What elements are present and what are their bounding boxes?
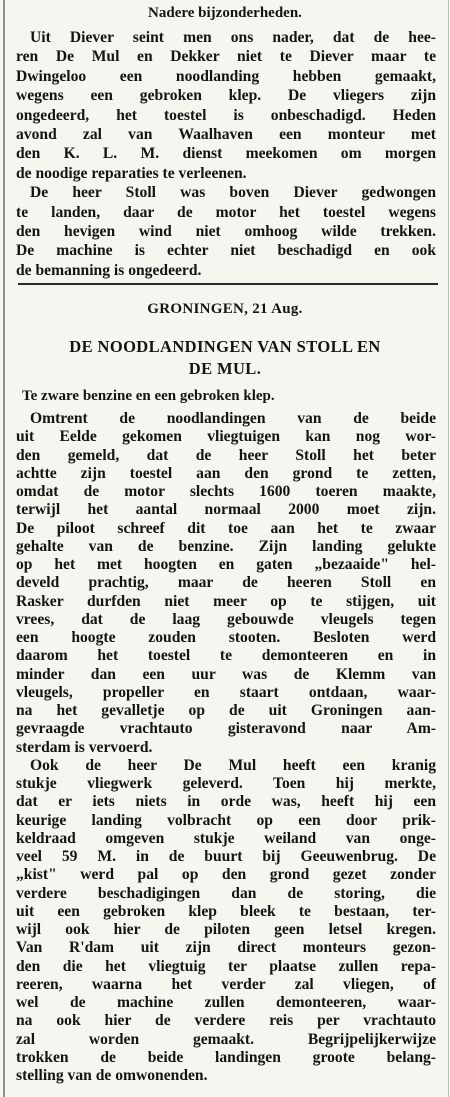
text-line: Rasker durfden niet meer op te stijgen, uit bbox=[16, 592, 436, 610]
text-line: op het met hoogten en gaten „bezaaide" hel- bbox=[16, 556, 436, 573]
text-line: ren De Mul en Dekker niet te Diever maar te bbox=[16, 48, 436, 66]
text-line: keurige landing volbracht op een door prik- bbox=[16, 811, 436, 829]
headline-line-2: DE MUL. bbox=[188, 359, 262, 378]
text-line: De piloot schreef dit toe aan het te zwaar bbox=[16, 519, 436, 537]
text-line: stukje vliegwerk geleverd. Toen hij merkte, bbox=[16, 775, 436, 792]
text-line: minder dan een uur was de Klemm van bbox=[16, 665, 436, 683]
text-line: zal worden gemaakt. Begrijpelijkerwijze bbox=[16, 1030, 436, 1048]
text-line: den hevigen wind niet omhoog wilde trekken. bbox=[16, 223, 436, 240]
section1-subheading: Nadere bijzonderheden. bbox=[148, 5, 302, 21]
dateline: GRONINGEN, 21 Aug. bbox=[147, 301, 303, 317]
text-line: de noodige reparaties te verleenen. bbox=[16, 164, 247, 182]
headline-line-1: DE NOODLANDINGEN VAN STOLL EN bbox=[69, 337, 381, 356]
text-line: verdere beschadigingen dan de storing, die bbox=[16, 884, 436, 902]
text-line: uit een gebroken klep bleek te bestaan, ter- bbox=[16, 902, 436, 920]
text-line: ongedeerd, het toestel is onbeschadigd. Heden bbox=[16, 106, 436, 124]
text-line: develd prachtig, maar de heeren Stoll en bbox=[16, 574, 436, 592]
text-line: omdat de motor slechts 1600 toeren maakte, bbox=[16, 483, 436, 500]
text-line: gevraagde vrachtauto gisteravond naar Am- bbox=[16, 720, 436, 738]
text-line: uit Eelde gekomen vliegtuigen kan nog wor- bbox=[16, 428, 436, 446]
text-line: te landen, daar de motor het toestel wegens bbox=[16, 203, 436, 221]
text-line: wegens een gebroken klep. De vliegers zijn bbox=[16, 87, 436, 105]
section-separator bbox=[18, 283, 438, 285]
text-line: wel de machine zullen demonteeren, waar- bbox=[16, 994, 436, 1011]
text-line: terwijl het aantal normaal 2000 moet zijn. bbox=[16, 501, 436, 519]
text-line: vleugels, propeller en staart ontdaan, waar- bbox=[16, 683, 436, 701]
text-line: avond zal van Waalhaven een monteur met bbox=[16, 126, 436, 143]
text-line: Dwingeloo een noodlanding hebben gemaakt, bbox=[16, 67, 436, 85]
text-line: Ook de heer De Mul heeft een kranig bbox=[30, 756, 436, 774]
text-line: na het gevalletje op de uit Groningen aan- bbox=[16, 702, 436, 719]
text-line: den die het vliegtuig ter plaatse zullen repa- bbox=[16, 957, 436, 975]
text-line: Van R'dam uit zijn direct monteurs gezon- bbox=[16, 939, 436, 957]
text-line: reeren, waarna het verder zal vliegen, of bbox=[16, 975, 436, 993]
text-line: gehalte van de benzine. Zijn landing gelukte bbox=[16, 537, 436, 555]
text-line: daarom het toestel te demonteeren en in bbox=[16, 647, 436, 665]
text-line: De heer Stoll was boven Diever gedwongen bbox=[30, 184, 436, 202]
text-line: De machine is echter niet beschadigd en ook bbox=[16, 242, 436, 260]
text-line: den gemeld, dat de heer Stoll het beter bbox=[16, 446, 436, 464]
text-line: een hoogte zouden stooten. Besloten werd bbox=[16, 629, 436, 646]
text-line: keldraad omgeven stukje weiland van onge- bbox=[16, 829, 436, 847]
text-line: wijl ook hier de piloten geen letsel kregen. bbox=[16, 921, 436, 938]
text-line: de bemanning is ongedeerd. bbox=[16, 261, 202, 279]
text-line: trokken de beide landingen groote belang- bbox=[16, 1048, 436, 1066]
section2-subheading: Te zware benzine en een gebroken klep. bbox=[22, 388, 275, 404]
clipping-right-edge bbox=[448, 0, 449, 1097]
text-line: den K. L. M. dienst meekomen om morgen bbox=[16, 145, 436, 163]
text-line: dat er iets niets in orde was, heeft hij een bbox=[16, 793, 436, 811]
clipping-left-edge bbox=[3, 0, 5, 1097]
text-line: „kist" werd pal op den grond gezet zonder bbox=[16, 866, 436, 884]
text-line: Uit Diever seint men ons nader, dat de hee- bbox=[30, 29, 436, 46]
text-line: veel 59 M. in de buurt bij Geeuwenbrug. De bbox=[16, 848, 436, 865]
text-line: achtte zijn toestel aan den grond te zetten, bbox=[16, 464, 436, 482]
text-line: na ook hier de verdere reis per vrachtauto bbox=[16, 1012, 436, 1030]
text-line: sterdam is vervoerd. bbox=[16, 738, 153, 756]
text-line: stelling van de omwonenden. bbox=[16, 1067, 208, 1084]
text-line: vrees, dat de laag gebouwde vleugels tegen bbox=[16, 610, 436, 628]
text-line: Omtrent de noodlandingen van de beide bbox=[30, 410, 436, 427]
